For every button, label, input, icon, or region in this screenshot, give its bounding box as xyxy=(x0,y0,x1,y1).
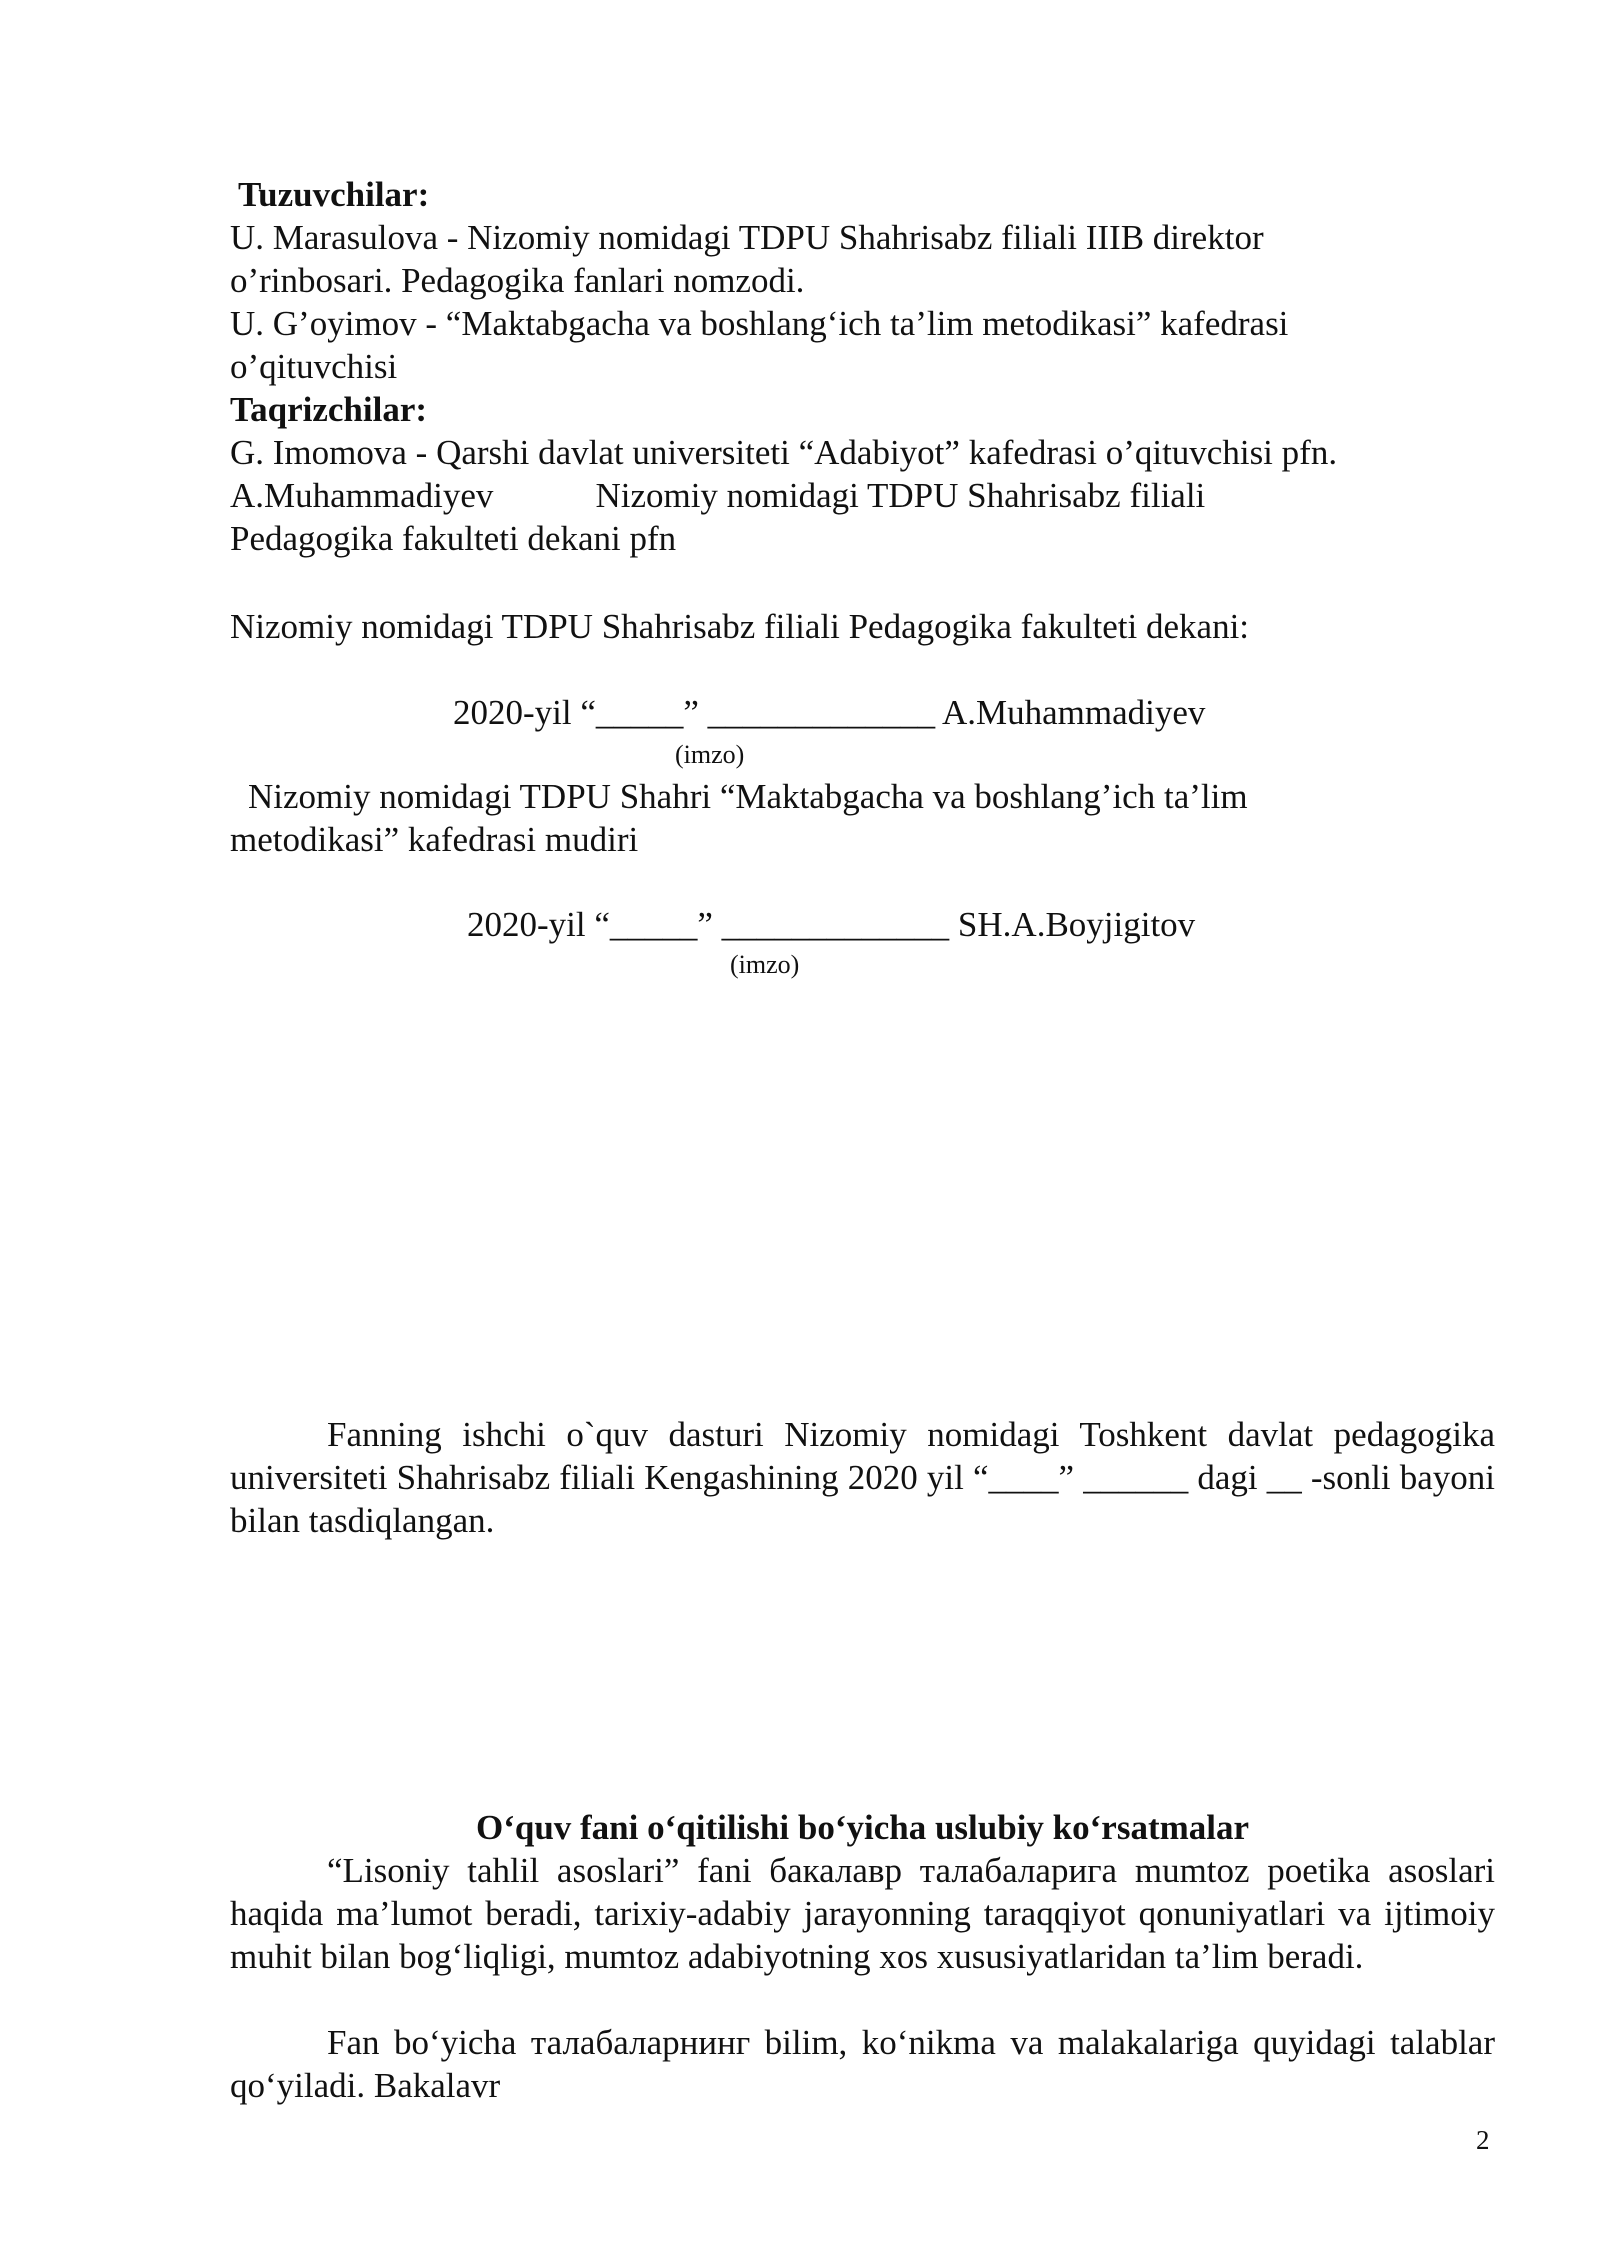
department-line: Nizomiy nomidagi TDPU Shahri “Maktabgacha va boshlang’ich ta’lim xyxy=(248,777,1248,816)
reviewers-heading: Taqrizchilar: xyxy=(230,390,428,429)
author-line: U. Marasulova - Nizomiy nomidagi TDPU Shahrisabz filiali IIIB direktor xyxy=(230,218,1264,257)
department-head-section xyxy=(230,775,1495,861)
guidelines-paragraph: Fan bo‘yicha талабаларнинг bilim, ko‘nikma va malakalariga quyidagi talablar qo‘yiladi. Bakalavr xyxy=(230,2023,1495,2105)
page-number: 2 xyxy=(1476,2125,1490,2155)
authors-section xyxy=(230,173,1495,388)
department-head-signature-label: (imzo) xyxy=(730,950,800,979)
guidelines-title: O‘quv fani o‘qitilishi bo‘yicha uslubiy ko‘rsatmalar xyxy=(475,1808,1250,1847)
reviewer-line: Pedagogika fakulteti dekani pfn xyxy=(230,519,677,558)
department-line: metodikasi” kafedrasi mudiri xyxy=(230,820,639,859)
dean-approval-text: Nizomiy nomidagi TDPU Shahrisabz filiali Pedagogika fakulteti dekani: xyxy=(230,607,1250,646)
reviewers-section xyxy=(230,388,1495,560)
council-approval-paragraph: Fanning ishchi o`quv dasturi Nizomiy nomidagi Toshkent davlat pedagogika universiteti Shahrisabz filiali Kengashining 2020 yil “____” ______ dagi __ -sonli bayoni bilan tasdiqlangan. xyxy=(230,1415,1495,1540)
authors-heading: Tuzuvchilar: xyxy=(238,175,430,214)
guidelines-paragraph: “Lisoniy tahlil asoslari” fani бакалавр талабаларига mumtoz poetika asoslari haqida ma’lumot beradi, tarixiy-adabiy jarayonning taraqqiyot qonuniyatlari va ijtimoiy muhit bilan bog‘liqligi, mumtoz adabiyotning xos xususiyatlaridan ta’lim beradi. xyxy=(230,1851,1495,1976)
reviewer-line: G. Imomova - Qarshi davlat universiteti “Adabiyot” kafedrasi o’qituvchisi pfn. xyxy=(230,433,1338,472)
reviewer-line xyxy=(230,474,1495,517)
author-line: o’rinbosari. Pedagogika fanlari nomzodi. xyxy=(230,261,805,300)
author-line: U. G’oyimov - “Maktabgacha va boshlang‘ich ta’lim metodikasi” kafedrasi xyxy=(230,304,1289,343)
dean-signature-label: (imzo) xyxy=(675,740,745,769)
department-head-date-line: 2020-yil “_____” _____________ SH.A.Boyjigitov xyxy=(467,905,1196,944)
reviewer-affiliation: Nizomiy nomidagi TDPU Shahrisabz filiali xyxy=(595,476,1206,515)
reviewer-name: A.Muhammadiyev xyxy=(230,476,494,515)
author-line: o’qituvchisi xyxy=(230,347,398,386)
dean-approval-date-line: 2020-yil “_____” _____________ A.Muhammadiyev xyxy=(453,693,1206,732)
